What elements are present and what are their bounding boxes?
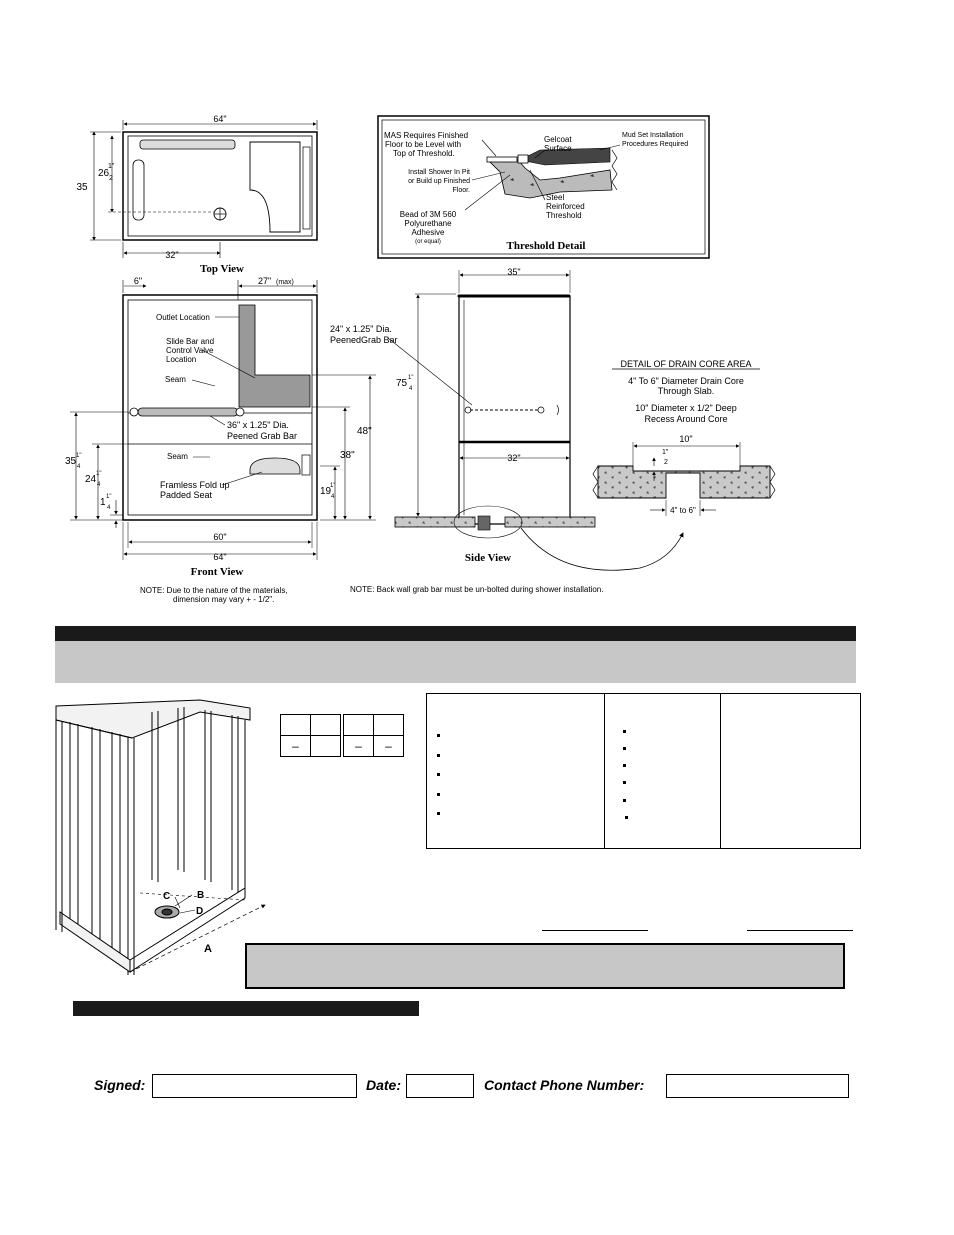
threshold-bead-1: Bead of 3M 560 <box>399 210 457 219</box>
drain-line1-a: 4" To 6" Diameter Drain Core <box>628 376 744 386</box>
front-60-dim: 60" <box>213 532 227 542</box>
top-bottom-dim: 32" <box>165 250 179 260</box>
section-subheader-bar <box>55 641 856 683</box>
phone-label: Contact Phone Number: <box>484 1077 645 1093</box>
front-27-dim: 27" <box>258 276 272 286</box>
front-64-dim: 64" <box>213 552 227 562</box>
top-inner-num: 1" <box>108 163 115 170</box>
threshold-mas-3: Top of Threshold. <box>393 149 455 158</box>
dimensions-table <box>280 714 404 757</box>
signed-label: Signed: <box>94 1077 146 1093</box>
side-75-num: 1" <box>408 375 414 381</box>
top-height-dim: 35 <box>76 182 88 193</box>
checklist-panel-3 <box>720 693 861 849</box>
checkbox-7[interactable] <box>623 747 626 750</box>
threshold-steel-2: Reinforced <box>546 202 585 211</box>
threshold-mas-2: Floor to be Level with <box>385 140 462 149</box>
side-grab-1: 24" x 1.25" Dia. <box>330 324 392 334</box>
date-label: Date: <box>366 1077 402 1093</box>
top-view-drawing <box>90 120 317 258</box>
framing-label-d: D <box>196 906 204 917</box>
dim-cell-b[interactable] <box>311 715 341 736</box>
checkbox-3[interactable] <box>437 773 440 776</box>
date-field[interactable] <box>406 1074 474 1098</box>
dim-value-b[interactable] <box>311 736 341 757</box>
threshold-bead-3: Adhesive <box>411 228 445 237</box>
drain-10-dim: 10" <box>679 434 693 444</box>
front-slide-1: Slide Bar and <box>166 337 215 346</box>
front-grab-2: Peened Grab Bar <box>227 431 298 441</box>
front-19-dim: 19 <box>320 486 332 497</box>
threshold-install-1: Install Shower In Pit <box>408 169 470 176</box>
front-19-num: 1" <box>330 483 336 489</box>
front-35-den: 4 <box>77 464 81 470</box>
framing-label-a: A <box>204 943 212 955</box>
front-view-title: Front View <box>190 566 244 578</box>
signed-field[interactable] <box>152 1074 357 1098</box>
framing-illustration <box>56 700 265 975</box>
checkbox-4[interactable] <box>437 793 440 796</box>
front-seat-1: Framless Fold up <box>160 480 230 490</box>
front-view-drawing <box>70 280 376 560</box>
front-38-dim: 38" <box>340 450 355 461</box>
drain-title: DETAIL OF DRAIN CORE AREA <box>620 359 752 369</box>
front-seat-2: Padded Seat <box>160 490 213 500</box>
front-6-dim: 6" <box>133 276 143 286</box>
drain-4to6-dim: 4" to 6" <box>670 506 696 515</box>
front-35-dim: 35 <box>65 456 77 467</box>
top-inner-dim: 26 <box>98 168 110 179</box>
agreement-header-bar <box>73 1001 419 1016</box>
front-24-den: 4 <box>97 482 101 488</box>
checkbox-5[interactable] <box>437 812 440 815</box>
checkbox-6[interactable] <box>623 730 626 733</box>
top-view-title: Top View <box>200 263 244 275</box>
section-header-bar <box>55 626 856 641</box>
threshold-install-3: Floor. <box>452 187 470 194</box>
checkbox-1[interactable] <box>437 734 440 737</box>
front-1-dim: 1 <box>100 497 106 508</box>
threshold-steel-3: Threshold <box>546 211 582 220</box>
side-view-drawing <box>388 270 683 570</box>
checklist-panel-2 <box>604 693 721 849</box>
side-view-title: Side View <box>464 552 512 564</box>
front-outlet: Outlet Location <box>156 313 210 322</box>
front-seam-1: Seam <box>165 375 186 384</box>
checkbox-8[interactable] <box>623 764 626 767</box>
side-32-dim: 32" <box>507 453 521 463</box>
phone-field[interactable] <box>666 1074 849 1098</box>
checkbox-10[interactable] <box>623 799 626 802</box>
threshold-bead-2: Polyurethane <box>404 219 452 228</box>
notice-banner <box>245 943 845 989</box>
blank-line-2[interactable] <box>747 930 853 931</box>
checkbox-11[interactable] <box>625 816 628 819</box>
threshold-mas-1: MAS Requires Finished <box>384 131 469 140</box>
drain-half-den: 2 <box>664 459 668 466</box>
threshold-install-2: or Build up Finished <box>408 178 470 185</box>
front-slide-2: Control Valve <box>166 346 214 355</box>
drain-line2-a: 10" Diameter x 1/2" Deep <box>635 403 737 413</box>
side-35-dim: 35" <box>507 267 521 277</box>
threshold-gelcoat-2: Surface <box>544 144 572 153</box>
dim-cell-c[interactable] <box>344 715 374 736</box>
threshold-gelcoat-1: Gelcoat <box>544 135 572 144</box>
top-inner-den: 2 <box>109 175 113 182</box>
checklist-panel-1 <box>426 693 605 849</box>
front-1-den: 4 <box>107 505 111 511</box>
front-19-den: 4 <box>331 494 335 500</box>
framing-label-b: B <box>197 890 205 901</box>
note2: NOTE: Back wall grab bar must be un-bolted during shower installation. <box>350 585 604 594</box>
dim-cell-a[interactable] <box>281 715 311 736</box>
dim-value-a[interactable]: – <box>281 736 311 757</box>
side-grab-2: PeenedGrab Bar <box>330 335 398 345</box>
threshold-mud-2: Procedures Required <box>622 141 689 148</box>
drain-line2-b: Recess Around Core <box>644 414 728 424</box>
drain-half-num: 1" <box>662 449 669 456</box>
top-width-dim: 64" <box>213 114 227 124</box>
side-75-den: 4 <box>409 386 413 392</box>
front-24-num: 1" <box>96 471 102 477</box>
side-75-dim: 75 <box>396 378 408 389</box>
checkbox-2[interactable] <box>437 754 440 757</box>
dim-value-c[interactable]: – <box>344 736 374 757</box>
front-27-max: (max) <box>276 279 294 286</box>
front-35-num: 1" <box>76 453 82 459</box>
front-1-num: 1" <box>106 494 112 500</box>
note1-line2: dimension may vary + - 1/2". <box>173 595 275 604</box>
checkbox-9[interactable] <box>623 781 626 784</box>
drain-line1-b: Through Slab. <box>657 386 715 396</box>
dim-value-d[interactable]: – <box>374 736 404 757</box>
threshold-bead-small: (or equal) <box>415 239 441 245</box>
note1-line1: NOTE: Due to the nature of the materials, <box>140 586 288 595</box>
front-grab-1: 36" x 1.25" Dia. <box>227 420 289 430</box>
front-seam-2: Seam <box>167 452 188 461</box>
front-slide-3: Location <box>166 355 197 364</box>
dim-cell-d[interactable] <box>374 715 404 736</box>
front-24-dim: 24 <box>85 474 97 485</box>
threshold-steel-1: Steel <box>546 193 565 202</box>
threshold-title: Threshold Detail <box>506 240 586 252</box>
threshold-mud-1: Mud Set Installation <box>622 132 684 139</box>
blank-line-1[interactable] <box>542 930 648 931</box>
front-48-dim: 48" <box>357 426 372 437</box>
framing-label-c: C <box>163 891 171 902</box>
